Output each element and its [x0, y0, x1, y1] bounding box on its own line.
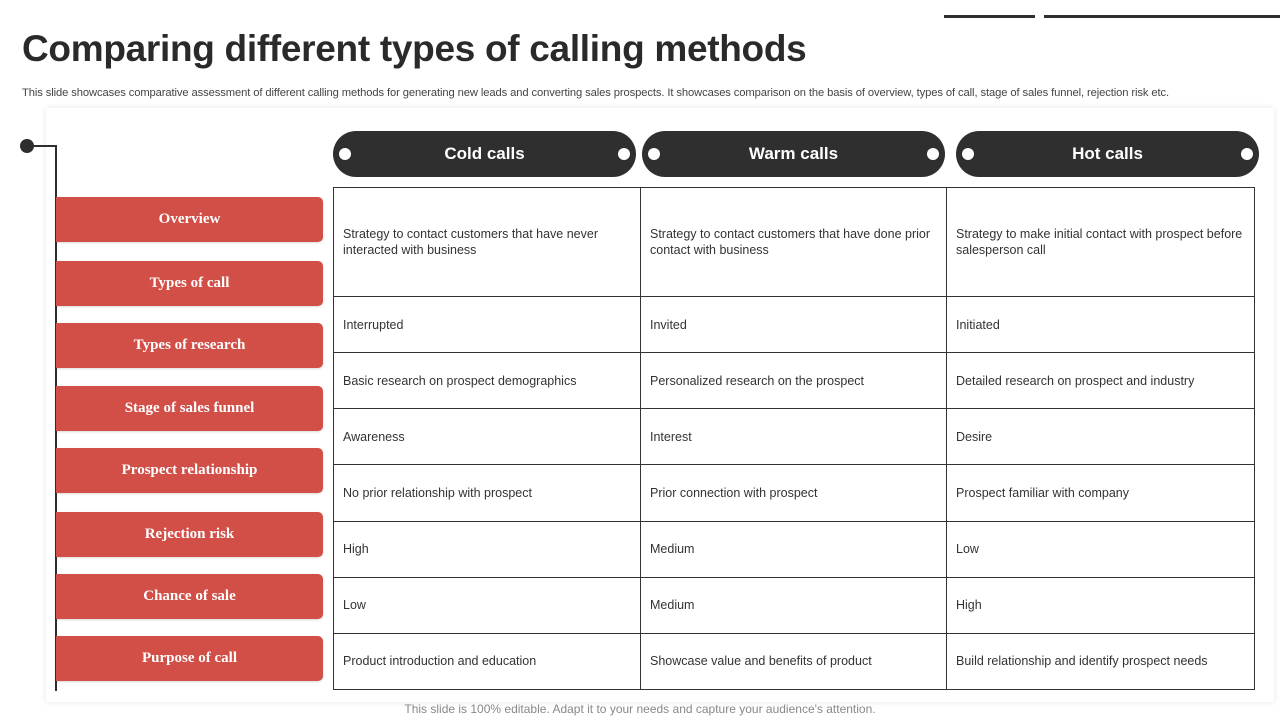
table-cell: Interest: [641, 409, 947, 465]
row-label-chance-of-sale: Chance of sale: [56, 574, 323, 619]
table-cell: Medium: [641, 521, 947, 577]
row-label-prospect-relationship: Prospect relationship: [56, 448, 323, 493]
table-cell: Invited: [641, 296, 947, 352]
table-cell: Basic research on prospect demographics: [334, 353, 641, 409]
table-cell: Detailed research on prospect and industry: [947, 353, 1255, 409]
header-dot-left: [648, 148, 660, 160]
comparison-table: [333, 187, 1255, 690]
column-header-label: Cold calls: [444, 144, 525, 163]
header-dot-right: [618, 148, 630, 160]
header-dot-left: [339, 148, 351, 160]
table-row: [334, 577, 1255, 633]
row-label-overview: Overview: [56, 197, 323, 242]
table-cell: Personalized research on the prospect: [641, 353, 947, 409]
row-label-types-of-research: Types of research: [56, 323, 323, 368]
table-cell: High: [334, 521, 641, 577]
table-row: [334, 521, 1255, 577]
timeline-connector: [27, 145, 56, 147]
table-row: [334, 633, 1255, 689]
table-cell: Strategy to make initial contact with prospect before salesperson call: [947, 188, 1255, 297]
header-dot-right: [927, 148, 939, 160]
table-cell: Low: [334, 577, 641, 633]
table-cell: Product introduction and education: [334, 633, 641, 689]
table-cell: No prior relationship with prospect: [334, 465, 641, 521]
table-cell: Strategy to contact customers that have never interacted with business: [334, 188, 641, 297]
top-decor-line-short: [944, 15, 1035, 18]
table-cell: Showcase value and benefits of product: [641, 633, 947, 689]
column-header-cold-calls: [333, 131, 636, 177]
column-header-label: Hot calls: [1072, 144, 1143, 163]
table-cell: Prior connection with prospect: [641, 465, 947, 521]
table-cell: Low: [947, 521, 1255, 577]
row-label-purpose-of-call: Purpose of call: [56, 636, 323, 681]
table-row: [334, 409, 1255, 465]
top-decor-line-long: [1044, 15, 1280, 18]
table-cell: Initiated: [947, 296, 1255, 352]
table-row: [334, 353, 1255, 409]
table-cell: Build relationship and identify prospect needs: [947, 633, 1255, 689]
page-title: Comparing different types of calling methods: [22, 28, 807, 69]
column-header-hot-calls: [956, 131, 1259, 177]
table-row: [334, 465, 1255, 521]
table-cell: Strategy to contact customers that have done prior contact with business: [641, 188, 947, 297]
header-dot-right: [1241, 148, 1253, 160]
page-subtitle: This slide showcases comparative assessment of different calling methods for generating new leads and converting sales prospects. It showcases comparison on the basis of overview, types of call, stage of sales funnel, rejection risk etc.: [22, 87, 1170, 99]
row-label-types-of-call: Types of call: [56, 261, 323, 306]
table-cell: High: [947, 577, 1255, 633]
table-cell: Desire: [947, 409, 1255, 465]
header-dot-left: [962, 148, 974, 160]
column-header-warm-calls: [642, 131, 945, 177]
row-label-rejection-risk: Rejection risk: [56, 512, 323, 557]
footer-note: This slide is 100% editable. Adapt it to your needs and capture your audience's attention.: [404, 702, 876, 716]
table-cell: Awareness: [334, 409, 641, 465]
table-row: [334, 188, 1255, 297]
table-cell: Interrupted: [334, 296, 641, 352]
row-label-stage-of-sales-funnel: Stage of sales funnel: [56, 386, 323, 431]
table-cell: Prospect familiar with company: [947, 465, 1255, 521]
table-cell: Medium: [641, 577, 947, 633]
column-header-label: Warm calls: [748, 144, 839, 163]
table-row: [334, 296, 1255, 352]
